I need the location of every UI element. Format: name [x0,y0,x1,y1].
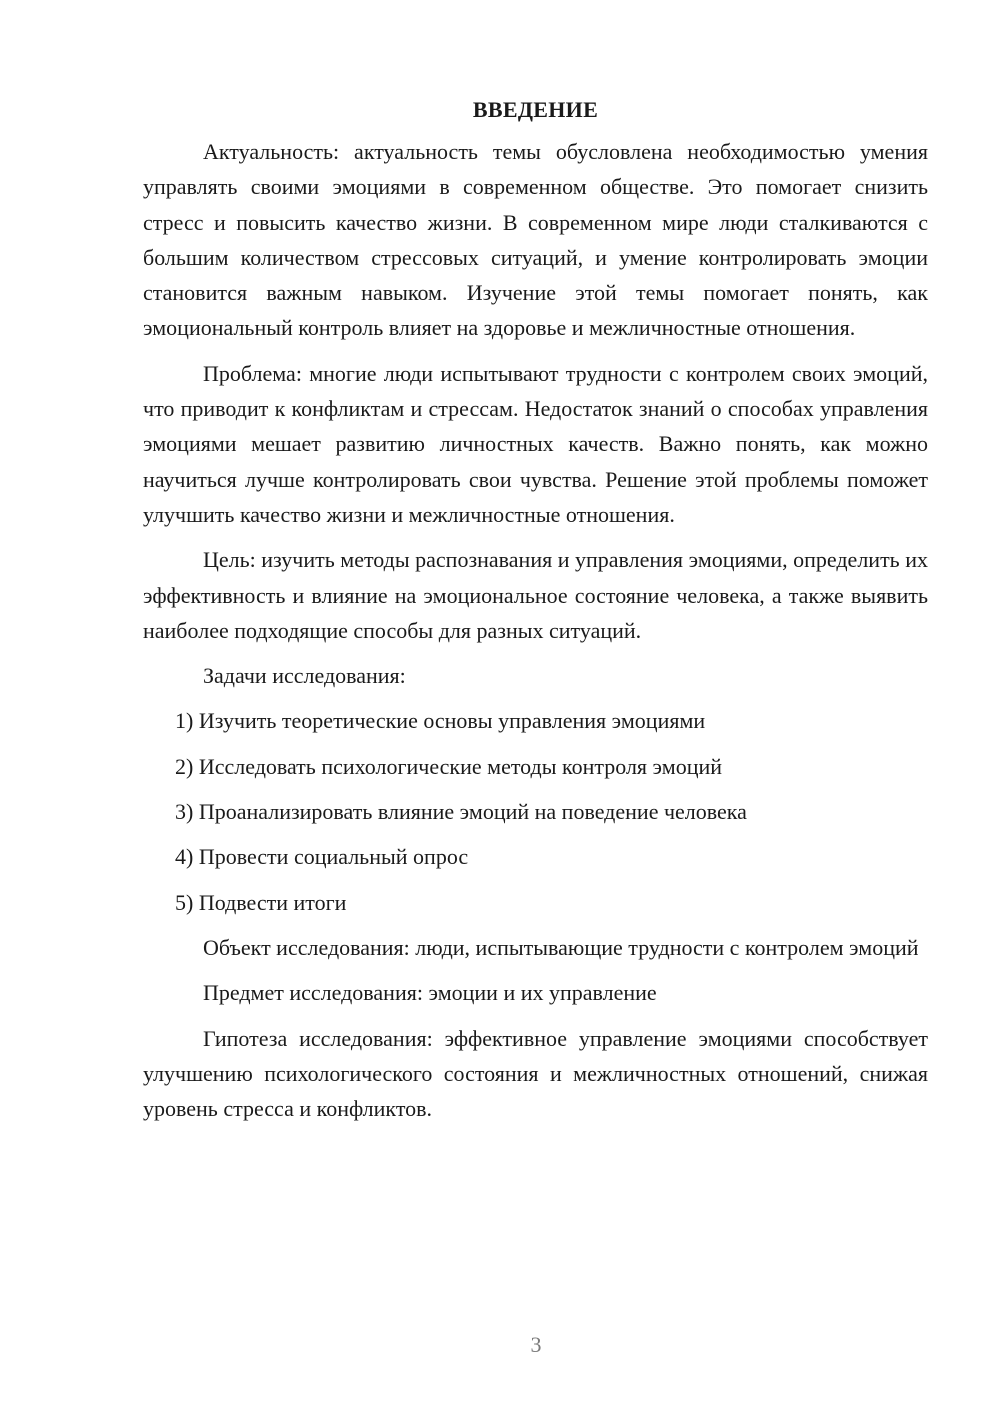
paragraph-relevance: Актуальность: актуальность темы обусловлена необходимостью умения управлять своими эмоциями в современном обществе. Это помогает снизить стресс и повысить качество жизни. В современном мире люди сталкиваются с большим количеством стрессовых ситуаций, и умение контролировать эмоции становится важным навыком. Изучение этой темы помогает понять, как эмоциональный контроль влияет на здоровье и межличностные отношения. [143,139,928,341]
paragraph-hypothesis: Гипотеза исследования: эффективное управление эмоциями способствует улучшению психологического состояния и межличностных отношений, снижая уровень стресса и конфликтов. [143,1025,928,1122]
page-number: 3 [530,1332,542,1357]
paragraph-subject: Предмет исследования: эмоции и их управление [203,980,657,1006]
task-item-3: 3) Проанализировать влияние эмоций на поведение человека [175,799,747,825]
paragraph-problem: Проблема: многие люди испытывают трудности с контролем своих эмоций, что приводит к конфликтам и стрессам. Недостаток знаний о способах управления эмоциями мешает развитию личностных качеств. Важно понять, как можно научиться лучше контролировать свои чувства. Решение этой проблемы поможет улучшить качество жизни и межличностные отношения. [143,360,928,527]
task-item-2: 2) Исследовать психологические методы контроля эмоций [175,753,723,779]
paragraph-object: Объект исследования: люди, испытывающие трудности с контролем эмоций [203,934,919,960]
tasks-list [143,703,928,919]
task-item-5: 5) Подвести итоги [175,889,347,915]
task-item-4: 4) Провести социальный опрос [175,844,469,870]
page-content [143,92,928,1136]
tasks-heading: Задачи исследования: [203,663,406,689]
paragraph-goal: Цель: изучить методы распознавания и управления эмоциями, определить их эффективность и влияние на эмоциональное состояние человека, а также выявить наиболее подходящие способы для разных ситуаций. [143,547,928,643]
task-item-1: 1) Изучить теоретические основы управления эмоциями [175,708,706,734]
page-title: ВВЕДЕНИЕ [472,97,599,122]
